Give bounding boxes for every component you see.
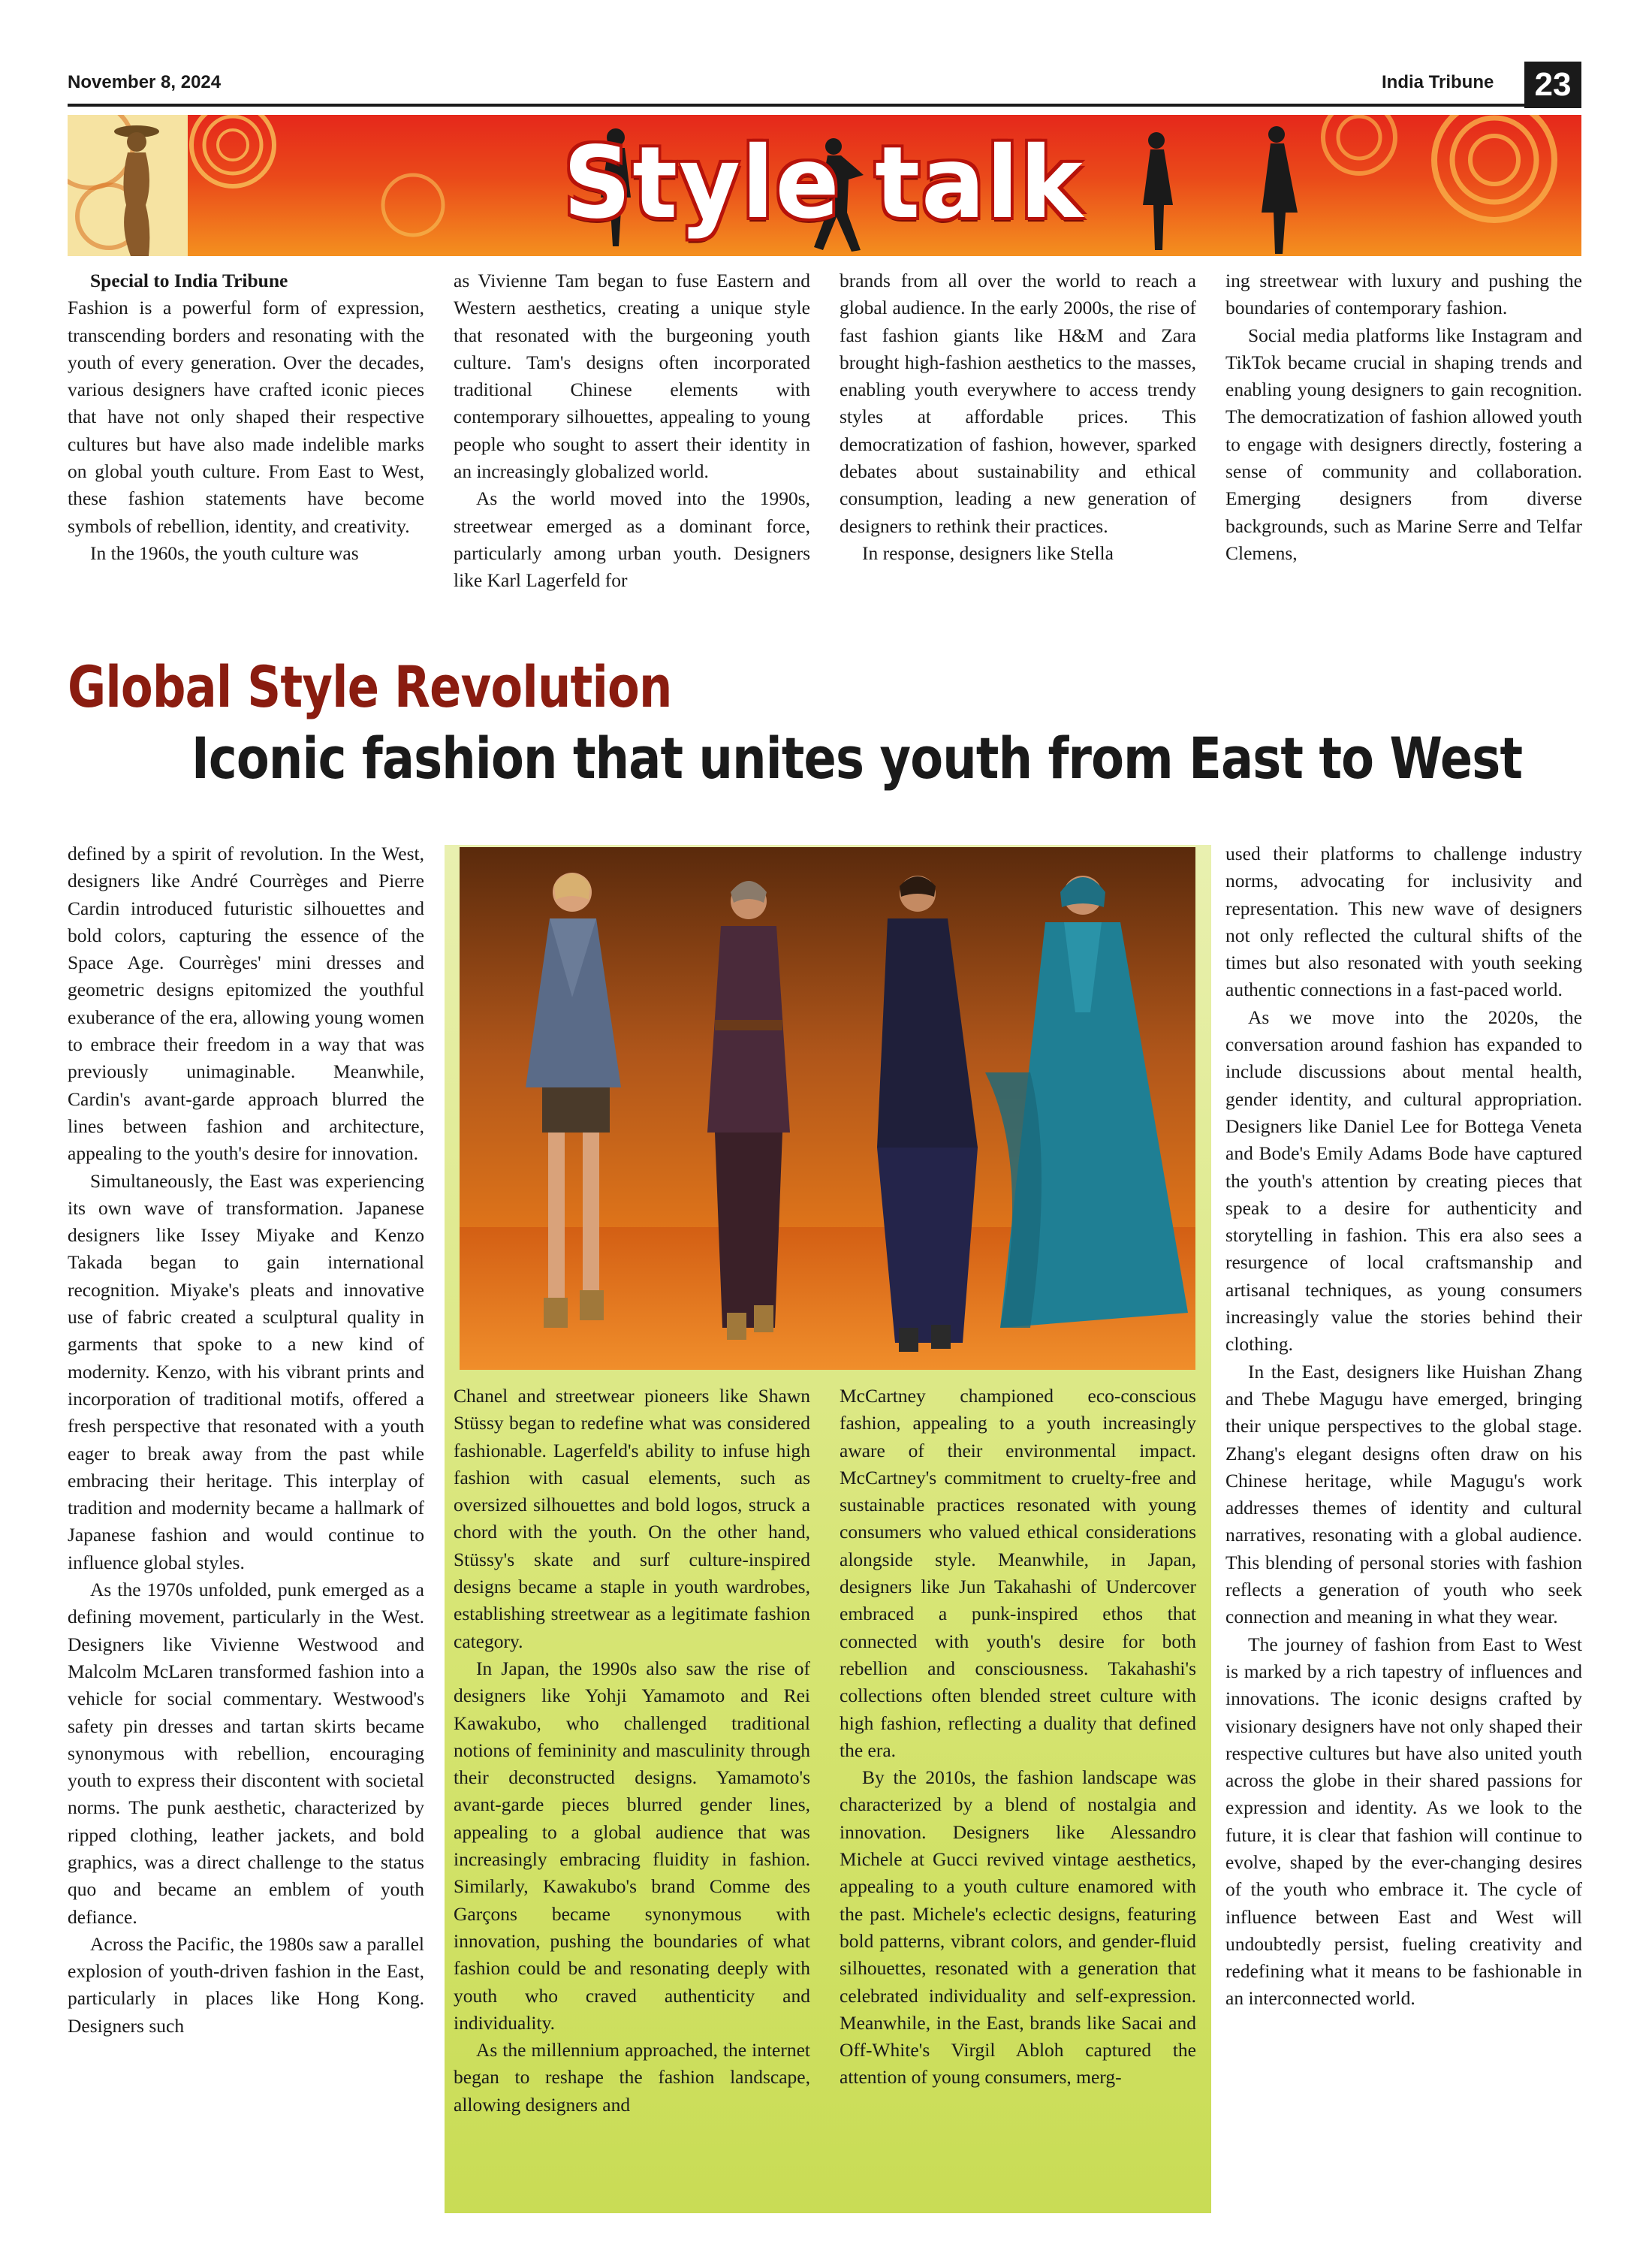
section-banner: [68, 115, 1581, 256]
paragraph: As we move into the 2020s, the conversation around fashion has expanded to include discussions about mental health, gender identity, and cultural appropriation. Designers like Daniel Lee for Bottega Veneta and Bode's Emily Adams Bode have captured the youth's attention by creating pieces that speak to a desire for authenticity and storytelling in fashion. This era also sees a resurgence of local craftsmanship and artisanal techniques, as young consumers increasingly value the stories behind their clothing.: [1225, 1006, 1582, 1356]
paragraph: As the 1970s unfolded, punk emerged as a defining movement, particularly in the West. Designers like Vivienne Westwood and Malcolm McLaren transformed fashion into a vehicle for social commentary. Westwood's safety pin dresses and tartan skirts became synonymous with rebellion, encouraging youth to express their discontent with societal norms. The punk aesthetic, characterized by ripped clothing, leather jackets, and bold graphics, was a direct challenge to the status quo and became an emblem of youth defiance.: [68, 1579, 424, 1928]
paragraph: Simultaneously, the East was experiencing its own wave of transformation. Japanese designers like Issey Miyake and Kenzo Takada began to gain international recognition. Miyake's pleats and innovative use of fabric created a sculptural quality in garments that spoke to a new kind of modernity. Kenzo, with his vibrant prints and incorporation of traditional motifs, offered a fresh perspective that resonated with a youth eager to break away from the past while embracing their heritage. This interplay of tradition and modernity became a hallmark of Japanese fashion and would continue to influence global styles.: [68, 1169, 424, 1573]
paragraph: In the East, designers like Huishan Zhang and Thebe Magugu have emerged, bringing their unique perspectives to the global stage. Zhang's elegant designs often draw on his Chinese heritage, while Magugu's work addresses themes of identity and cultural narratives, resonating with a global audience. This blending of personal stories with fashion reflects a generation of youth who seek connection and meaning in what they wear.: [1225, 1360, 1582, 1628]
paragraph: In response, designers like Stella: [862, 541, 1114, 564]
paragraph: defined by a spirit of revolution. In the West, designers like André Courrèges and Pierre Cardin introduced futuristic silhouettes and bold colors, capturing the essence of the Space Age. Courrèges' mini dresses and geometric designs epitomized the youthful exuberance of the era, allowing young women to embrace their freedom in a way that was previously unimaginable. Meanwhile, Cardin's avant-garde approach blurred the lines between fashion and architecture, appealing to the youth's desire for innovation.: [68, 843, 424, 1165]
banner-title: Style talk: [563, 125, 1084, 241]
article-headline: Global Style Revolution: [68, 653, 672, 720]
publication-name: India Tribune: [1382, 72, 1494, 92]
article-column-top-4: [1225, 267, 1582, 567]
paragraph: As the world moved into the 1990s, streetwear emerged as a dominant force, particularly among urban youth. Designers like Karl Lagerfeld for: [454, 487, 810, 592]
article-column-top-3: [840, 267, 1196, 567]
paragraph: Across the Pacific, the 1980s saw a parallel explosion of youth-driven fashion in the East, particularly in places like Hong Kong. Designers such: [68, 1932, 424, 2037]
article-subheadline: Iconic fashion that unites youth from East to West: [191, 725, 1523, 792]
runway-photo: [460, 847, 1195, 1370]
banner-left-panel: [68, 115, 188, 256]
paragraph: Fashion is a powerful form of expression, transcending borders and resonating with the youth of every generation. Over the decades, various designers have crafted iconic pieces that have not only shaped their respective cultures but have also made indelible marks on global youth culture. From East to West, these fashion statements have become symbols of rebellion, identity, and creativity.: [68, 297, 424, 537]
paragraph: used their platforms to challenge industry norms, advocating for inclusivity and representation. This new wave of designers not only reflected the cultural shifts of the times but also resonated with youth seeking authentic connections in a fast-paced world.: [1225, 843, 1582, 1001]
paragraph: McCartney championed eco-conscious fashion, appealing to a youth increasingly aware of their environmental impact. McCartney's commitment to cruelty-free and sustainable practices resonated with young consumers who valued ethical considerations alongside style. Meanwhile, in Japan, designers like Jun Takahashi of Undercover embraced a punk-inspired ethos that connected with youth's desire for both rebellion and consciousness. Takahashi's collections often blended street culture with high fashion, reflecting a duality that defined the era.: [840, 1385, 1196, 1761]
dancer-silhouette-icon: [68, 115, 188, 256]
paragraph: As the millennium approached, the internet began to reshape the fashion landscape, allowing designers and: [454, 2039, 810, 2116]
paragraph: ing streetwear with luxury and pushing the boundaries of contemporary fashion.: [1225, 270, 1582, 319]
paragraph: By the 2010s, the fashion landscape was characterized by a blend of nostalgia and innovation. Designers like Alessandro Michele at Gucci revived vintage aesthetics, appealing to a youth culture enamored with the past. Michele's eclectic designs, featuring bold patterns, vibrant colors, and gender-fluid silhouettes, resonated with a generation that celebrated individuality and self-expression. Meanwhile, in the East, brands like Sacai and Off-White's Virgil Abloh captured the attention of young consumers, merg-: [840, 1766, 1196, 2089]
paragraph: Social media platforms like Instagram and TikTok became crucial in shaping trends and enabling young designers to gain recognition. The democratization of fashion allowed youth to engage with designers directly, fostering a sense of community and collaboration. Emerging designers from diverse backgrounds, such as Marine Serre and Telfar Clemens,: [1225, 324, 1582, 564]
issue-date: November 8, 2024: [68, 72, 222, 92]
article-column-top-1: [68, 267, 424, 567]
article-column-bottom-3: [840, 1383, 1196, 2092]
article-column-bottom-4: [1225, 840, 1582, 2013]
paragraph: In Japan, the 1990s also saw the rise of designers like Yohji Yamamoto and Rei Kawakubo, who challenged traditional notions of femininity and masculinity through their deconstructed designs. Yamamoto's avant-garde pieces blurred gender lines, appealing to a global audience that was increasingly embracing fluidity in fashion. Similarly, Kawakubo's brand Comme des Garçons became synonymous with innovation, pushing the boundaries of what fashion could be and resonating deeply with youth who craved authenticity and individuality.: [454, 1657, 810, 2034]
header-rule: [68, 104, 1524, 107]
article-column-bottom-1: [68, 840, 424, 2040]
page-number: 23: [1524, 62, 1581, 108]
runway-models-image: [460, 847, 1195, 1370]
article-kicker: Special to India Tribune: [90, 270, 288, 291]
paragraph: Chanel and streetwear pioneers like Shawn Stüssy began to redefine what was considered fashionable. Lagerfeld's ability to infuse high fashion with casual elements, such as oversized silhouettes and bold logos, struck a chord with the youth. On the other hand, Stüssy's skate and surf culture-inspired designs became a staple in youth wardrobes, establishing streetwear as a legitimate fashion category.: [454, 1385, 810, 1652]
paragraph: The journey of fashion from East to West is marked by a rich tapestry of influences and innovations. The iconic designs crafted by visionary designers have not only shaped their respective cultures but have also united youth across the globe in their shared passions for expression and identity. As we look to the future, it is clear that fashion will continue to evolve, shaped by the ever-changing desires of the youth who embrace it. The cycle of influence between East and West will undoubtedly persist, fueling creativity and redefining what it means to be fashionable in an interconnected world.: [1225, 1633, 1582, 2010]
paragraph: In the 1960s, the youth culture was: [90, 541, 359, 564]
paragraph: as Vivienne Tam began to fuse Eastern and Western aesthetics, creating a unique style that resonated with the burgeoning youth culture. Tam's designs often incorporated traditional Chinese elements with contemporary silhouettes, appealing to young people who sought to assert their identity in an increasingly globalized world.: [454, 270, 810, 483]
article-column-bottom-2: [454, 1383, 810, 2119]
paragraph: brands from all over the world to reach a global audience. In the early 2000s, the rise of fast fashion giants like H&M and Zara brought high-fashion aesthetics to the masses, enabling youth everywhere to access trendy styles at affordable prices. This democratization of fashion, however, sparked debates about sustainability and ethical consumption, leading a new generation of designers to rethink their practices.: [840, 270, 1196, 537]
article-column-top-2: [454, 267, 810, 595]
